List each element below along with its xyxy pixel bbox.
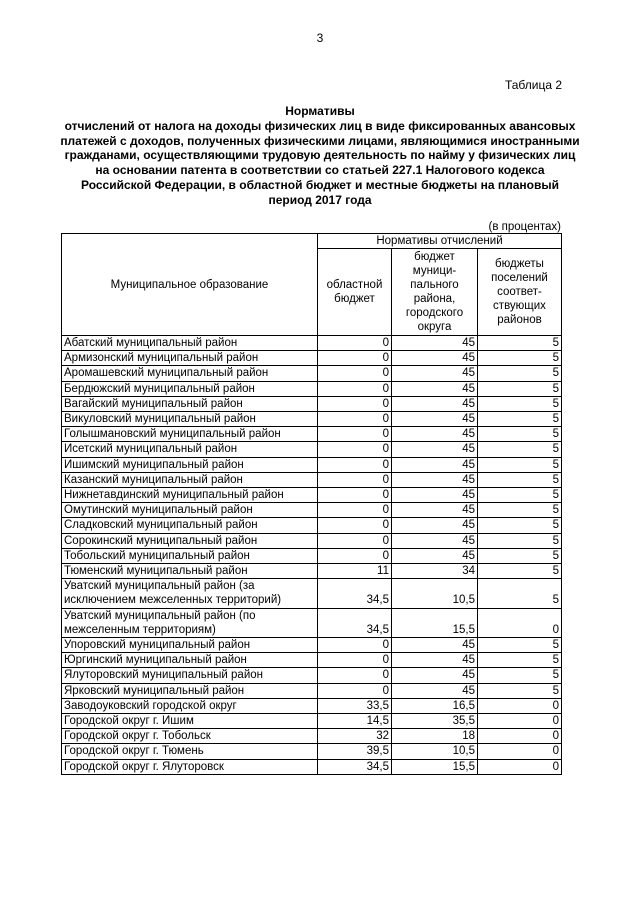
- district-budget-cell: 18: [392, 729, 478, 744]
- page-number: 3: [316, 31, 324, 45]
- table-row: [62, 366, 562, 381]
- table-row: [62, 548, 562, 563]
- district-budget-cell: 45: [392, 653, 478, 668]
- municipality-cell: Нижнетавдинский муниципальный район: [62, 488, 318, 503]
- municipality-cell: Викуловский муниципальный район: [62, 412, 318, 427]
- district-budget-cell: 45: [392, 683, 478, 698]
- regional-budget-cell: 14,5: [318, 714, 392, 729]
- settlement-budget-cell: 5: [478, 533, 562, 548]
- district-budget-cell: 45: [392, 427, 478, 442]
- district-budget-cell: 45: [392, 412, 478, 427]
- units-note: (в процентах): [488, 221, 561, 233]
- municipality-cell: Исетский муниципальный район: [62, 442, 318, 457]
- table-row: [62, 729, 562, 744]
- settlement-budget-cell: 5: [478, 668, 562, 683]
- settlement-budget-cell: 0: [478, 744, 562, 759]
- settlement-budget-cell: 5: [478, 366, 562, 381]
- settlement-budget-cell: 5: [478, 457, 562, 472]
- district-budget-cell: 34: [392, 564, 478, 579]
- settlement-budget-cell: 5: [478, 579, 562, 608]
- regional-budget-cell: 11: [318, 564, 392, 579]
- district-budget-cell: 45: [392, 668, 478, 683]
- regional-budget-cell: 0: [318, 351, 392, 366]
- settlement-budget-cell: 5: [478, 638, 562, 653]
- table-label: Таблица 2: [504, 78, 562, 92]
- settlement-budget-cell: 5: [478, 427, 562, 442]
- district-budget-cell: 10,5: [392, 744, 478, 759]
- table-row: [62, 412, 562, 427]
- settlement-budget-cell: 5: [478, 564, 562, 579]
- table-row: [62, 533, 562, 548]
- district-budget-cell: 15,5: [392, 759, 478, 774]
- district-budget-cell: 45: [392, 381, 478, 396]
- regional-budget-cell: 0: [318, 683, 392, 698]
- municipality-cell: Уватский муниципальный район (за исключением межселенных территорий): [62, 579, 318, 608]
- header-district-budget: бюджет муници-пального района, городского округа: [392, 249, 478, 336]
- municipality-cell: Городской округ г. Тюмень: [62, 744, 318, 759]
- regional-budget-cell: 0: [318, 366, 392, 381]
- municipality-cell: Ялуторовский муниципальный район: [62, 668, 318, 683]
- regional-budget-cell: 39,5: [318, 744, 392, 759]
- regional-budget-cell: 0: [318, 442, 392, 457]
- settlement-budget-cell: 5: [478, 442, 562, 457]
- table-row: [62, 564, 562, 579]
- table-row: [62, 698, 562, 713]
- settlement-budget-cell: 5: [478, 503, 562, 518]
- table-row: [62, 638, 562, 653]
- regional-budget-cell: 34,5: [318, 608, 392, 637]
- municipality-cell: Тобольский муниципальный район: [62, 548, 318, 563]
- municipality-cell: Голышмановский муниципальный район: [62, 427, 318, 442]
- heading-title: Нормативы: [285, 104, 355, 118]
- settlement-budget-cell: 5: [478, 472, 562, 487]
- municipality-cell: Ярковский муниципальный район: [62, 683, 318, 698]
- regional-budget-cell: 0: [318, 427, 392, 442]
- municipality-cell: Вагайский муниципальный район: [62, 396, 318, 411]
- district-budget-cell: 35,5: [392, 714, 478, 729]
- table-row: [62, 759, 562, 774]
- norms-table: [61, 233, 562, 775]
- district-budget-cell: 45: [392, 366, 478, 381]
- settlement-budget-cell: 0: [478, 729, 562, 744]
- municipality-cell: Уватский муниципальный район (по межселенным территориям): [62, 608, 318, 637]
- table-header: [62, 234, 562, 336]
- regional-budget-cell: 0: [318, 668, 392, 683]
- table-row: [62, 472, 562, 487]
- regional-budget-cell: 0: [318, 488, 392, 503]
- municipality-cell: Тюменский муниципальный район: [62, 564, 318, 579]
- municipality-cell: Городской округ г. Тобольск: [62, 729, 318, 744]
- settlement-budget-cell: 0: [478, 714, 562, 729]
- district-budget-cell: 45: [392, 488, 478, 503]
- settlement-budget-cell: 5: [478, 653, 562, 668]
- regional-budget-cell: 0: [318, 396, 392, 411]
- district-budget-cell: 45: [392, 442, 478, 457]
- municipality-cell: Заводоуковский городской округ: [62, 698, 318, 713]
- table-row: [62, 427, 562, 442]
- district-budget-cell: 45: [392, 336, 478, 351]
- municipality-cell: Городской округ г. Ишим: [62, 714, 318, 729]
- district-budget-cell: 45: [392, 518, 478, 533]
- table-row: [62, 714, 562, 729]
- settlement-budget-cell: 5: [478, 381, 562, 396]
- table-row: [62, 683, 562, 698]
- settlement-budget-cell: 5: [478, 518, 562, 533]
- district-budget-cell: 16,5: [392, 698, 478, 713]
- header-norms-group: Нормативы отчислений: [318, 234, 562, 249]
- table-row: [62, 668, 562, 683]
- regional-budget-cell: 0: [318, 548, 392, 563]
- settlement-budget-cell: 5: [478, 488, 562, 503]
- regional-budget-cell: 0: [318, 533, 392, 548]
- regional-budget-cell: 0: [318, 472, 392, 487]
- table-body: [62, 336, 562, 775]
- table-row: [62, 442, 562, 457]
- table-row: [62, 653, 562, 668]
- table-row: [62, 744, 562, 759]
- table-row: [62, 457, 562, 472]
- table-row: [62, 518, 562, 533]
- district-budget-cell: 15,5: [392, 608, 478, 637]
- municipality-cell: Бердюжский муниципальный район: [62, 381, 318, 396]
- regional-budget-cell: 34,5: [318, 579, 392, 608]
- district-budget-cell: 45: [392, 533, 478, 548]
- header-settlement-budgets: бюджеты поселений соответ-ствующих районов: [478, 249, 562, 336]
- regional-budget-cell: 0: [318, 412, 392, 427]
- heading-subtitle: отчислений от налога на доходы физических лиц в виде фиксированных авансовых платежей с доходов, полученных физическими лицами, являющимися иностранными гражданами, осуществляющими трудовую деятельность по найму у физических лиц на основании патента в соответствии со статьей 227.1 Налогового кодекса Российской Федерации, в областной бюджет и местные бюджеты на плановый период 2017 года: [60, 118, 580, 207]
- settlement-budget-cell: 0: [478, 698, 562, 713]
- regional-budget-cell: 33,5: [318, 698, 392, 713]
- regional-budget-cell: 0: [318, 653, 392, 668]
- table-heading: [60, 104, 580, 208]
- district-budget-cell: 45: [392, 396, 478, 411]
- settlement-budget-cell: 0: [478, 759, 562, 774]
- table-row: [62, 351, 562, 366]
- district-budget-cell: 45: [392, 472, 478, 487]
- table-row: [62, 381, 562, 396]
- regional-budget-cell: 34,5: [318, 759, 392, 774]
- regional-budget-cell: 0: [318, 336, 392, 351]
- regional-budget-cell: 0: [318, 638, 392, 653]
- settlement-budget-cell: 5: [478, 336, 562, 351]
- district-budget-cell: 10,5: [392, 579, 478, 608]
- settlement-budget-cell: 5: [478, 351, 562, 366]
- district-budget-cell: 45: [392, 457, 478, 472]
- municipality-cell: Казанский муниципальный район: [62, 472, 318, 487]
- table-row: [62, 336, 562, 351]
- municipality-cell: Юргинский муниципальный район: [62, 653, 318, 668]
- regional-budget-cell: 0: [318, 518, 392, 533]
- regional-budget-cell: 0: [318, 381, 392, 396]
- settlement-budget-cell: 5: [478, 548, 562, 563]
- table-row: [62, 503, 562, 518]
- table-row: [62, 488, 562, 503]
- table-row: [62, 608, 562, 637]
- header-regional-budget: областной бюджет: [318, 249, 392, 336]
- municipality-cell: Сладковский муниципальный район: [62, 518, 318, 533]
- regional-budget-cell: 32: [318, 729, 392, 744]
- district-budget-cell: 45: [392, 351, 478, 366]
- municipality-cell: Омутинский муниципальный район: [62, 503, 318, 518]
- regional-budget-cell: 0: [318, 503, 392, 518]
- table-row: [62, 579, 562, 608]
- settlement-budget-cell: 0: [478, 608, 562, 637]
- regional-budget-cell: 0: [318, 457, 392, 472]
- municipality-cell: Аромашевский муниципальный район: [62, 366, 318, 381]
- municipality-cell: Абатский муниципальный район: [62, 336, 318, 351]
- municipality-cell: Упоровский муниципальный район: [62, 638, 318, 653]
- municipality-cell: Ишимский муниципальный район: [62, 457, 318, 472]
- header-municipality: Муниципальное образование: [62, 234, 318, 336]
- settlement-budget-cell: 5: [478, 683, 562, 698]
- table-row: [62, 396, 562, 411]
- district-budget-cell: 45: [392, 548, 478, 563]
- municipality-cell: Армизонский муниципальный район: [62, 351, 318, 366]
- municipality-cell: Городской округ г. Ялуторовск: [62, 759, 318, 774]
- district-budget-cell: 45: [392, 503, 478, 518]
- settlement-budget-cell: 5: [478, 396, 562, 411]
- district-budget-cell: 45: [392, 638, 478, 653]
- municipality-cell: Сорокинский муниципальный район: [62, 533, 318, 548]
- settlement-budget-cell: 5: [478, 412, 562, 427]
